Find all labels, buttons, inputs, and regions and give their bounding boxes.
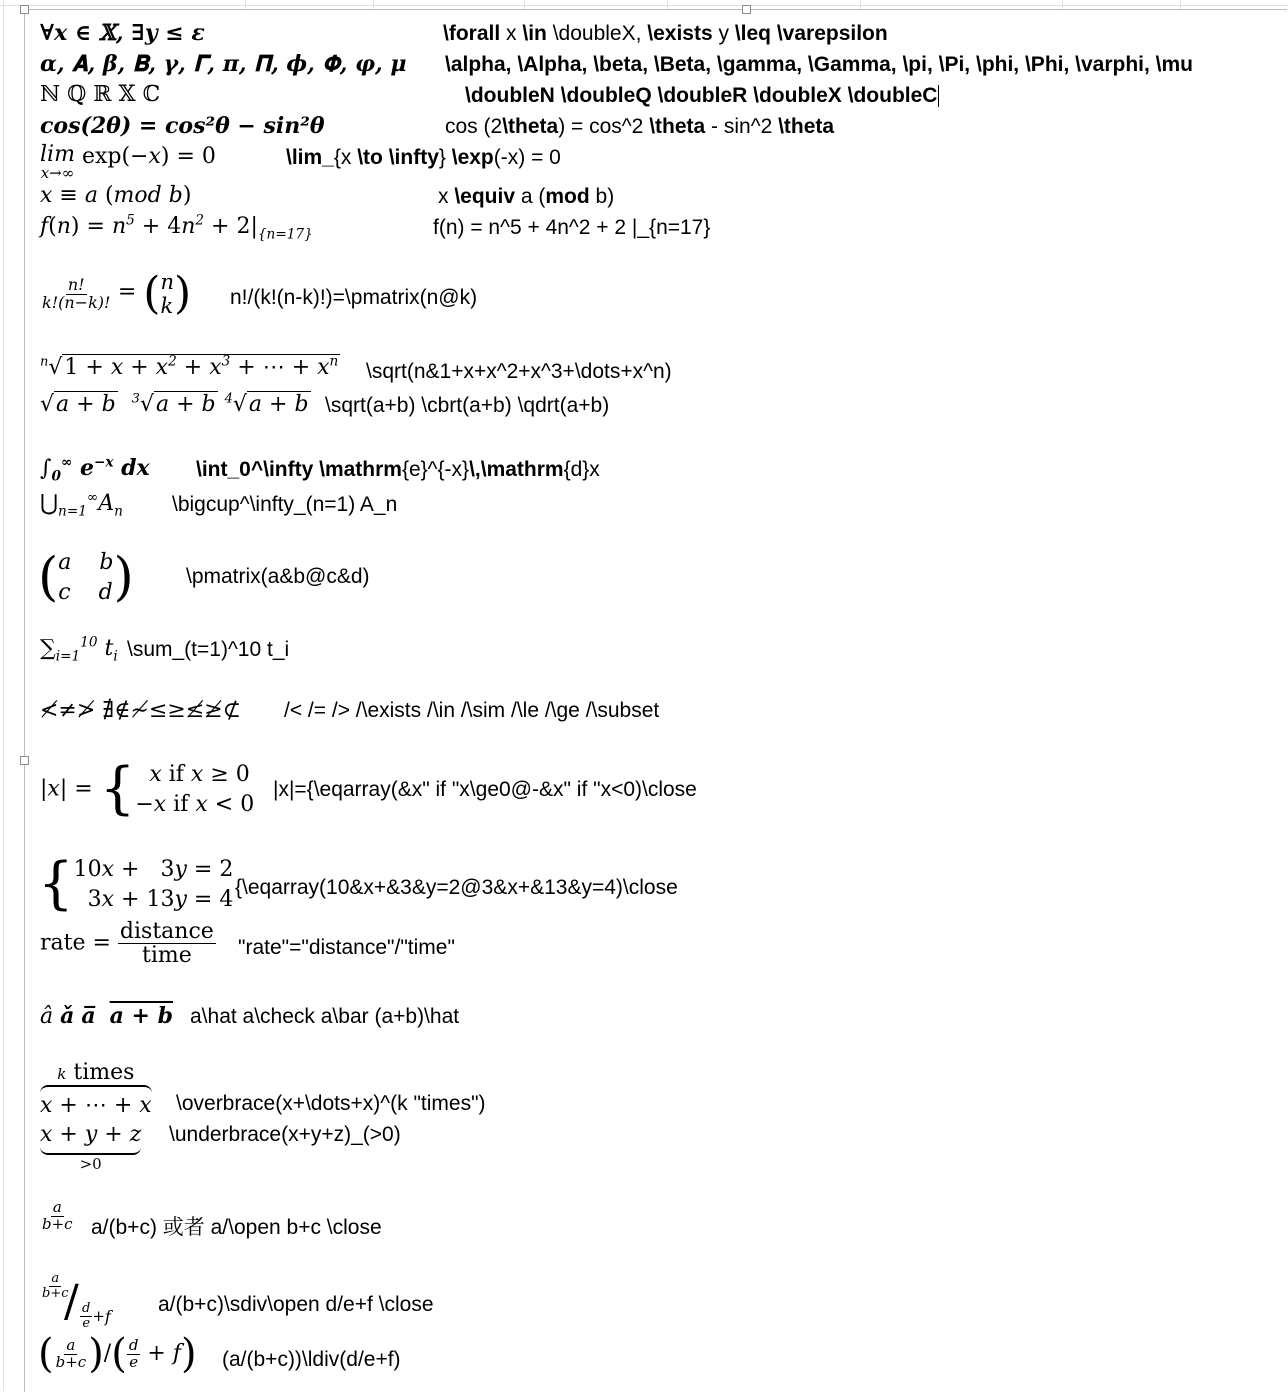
src-part: \to \infty [357, 146, 439, 169]
exp-label: exp [81, 144, 122, 169]
gridline [0, 5, 1288, 6]
equation-ldiv: ( $\frac{a}{b+c}$ )/( $\frac{d}{e}$ + f) [38, 1331, 197, 1377]
resize-handle[interactable] [20, 756, 29, 765]
equation-greek: 𝜶, 𝐀, 𝜷, 𝐁, 𝜸, 𝚪, 𝝅, 𝚷, 𝝓, 𝚽, 𝝋, 𝝁 [40, 51, 407, 77]
src-part: x [438, 185, 455, 208]
source-abs: |x|={\eqarray(&x" if "x\ge0@-&x" if "x<0)\close [273, 778, 697, 801]
resize-handle[interactable] [742, 5, 751, 14]
src-part: \int_0^\infty \mathrm [196, 458, 402, 481]
equation-roots: √a + b $^3$√a + b $^4$√a + b [40, 391, 309, 417]
src-part: \doubleX, [546, 22, 648, 45]
source-overbrace: \overbrace(x+\dots+x)^(k "times") [176, 1092, 486, 1115]
src-part: a ( [515, 185, 546, 208]
k-label: k [57, 1065, 67, 1083]
source-binomial: n!/(k!(n-k)!)=\pmatrix(n@k) [230, 286, 478, 309]
src-part: ) = cos^2 [558, 115, 650, 138]
equation-accents: â ǎ a̅ a + b [40, 1003, 174, 1029]
source-equiv [438, 185, 614, 209]
lim-label: lim [40, 142, 75, 167]
times-label: times [73, 1060, 135, 1085]
equation-sum: $\sum_{i=1}^{10}$ $t_i$ [40, 634, 118, 665]
source-rate: "rate"="distance"/"time" [238, 936, 455, 959]
src-part: \theta [502, 115, 559, 138]
source-doublestruck [465, 84, 939, 108]
equation-cos: cos(2θ) = cos²θ − sin²θ [40, 113, 325, 139]
source-system: {\eqarray(10&x+&3&y=2@3&x+&13&y=4)\close [235, 876, 678, 899]
source-bigcup: \bigcup^\infty_(n=1) A_n [172, 493, 398, 516]
equation-overbrace: k times x + ⋯ + x [40, 1060, 152, 1118]
source-ldiv: (a/(b+c))\ldiv(d/e+f) [222, 1348, 401, 1371]
source-integral [196, 458, 600, 482]
source-nthroot: \sqrt(n&1+x+x^2+x^3+\dots+x^n) [366, 360, 672, 383]
equation-underbrace: x + y + z >0 [40, 1122, 142, 1173]
time-label: time [141, 943, 192, 969]
source-sdiv: a/(b+c)\sdiv\open d/e+f \close [158, 1293, 434, 1316]
src-part: {d}x [563, 458, 600, 481]
text-cursor [938, 85, 939, 107]
source-matrix: \pmatrix(a&b@c&d) [186, 565, 370, 588]
src-part: (-x) = 0 [493, 146, 561, 169]
source-relations: /< /= /> /\exists /\in /\sim /\le /\ge /\subset [284, 699, 660, 722]
gt0-label: >0 [79, 1155, 102, 1173]
source-cos [445, 115, 834, 139]
source-roots: \sqrt(a+b) \cbrt(a+b) \qdrt(a+b) [325, 394, 610, 417]
src-part: \leq \varepsilon [734, 22, 888, 45]
distance-label: distance [119, 919, 214, 944]
equation-sdiv: $\frac{a}{b+c}$ / $\frac{d}{e}$ + f [42, 1271, 111, 1331]
src-part: \in [522, 22, 547, 45]
lim-subscript: x→∞ [40, 164, 75, 182]
src-part: \exists [647, 22, 713, 45]
src-part: \equiv [454, 185, 516, 208]
source-fn: f(n) = n^5 + 4n^2 + 2 |_{n=17} [433, 216, 711, 239]
src-part: \theta [649, 115, 706, 138]
src-part: \,\mathrm [469, 458, 564, 481]
source-forall [443, 22, 888, 46]
src-part: \forall [443, 22, 501, 45]
source-fraction: a/(b+c) 或者 a/\open b+c \close [91, 1216, 382, 1239]
rate-label: rate [40, 930, 86, 956]
src-part: {e}^{-x} [401, 458, 470, 481]
src-part: \theta [778, 115, 835, 138]
src-part: \lim_ [286, 146, 334, 169]
equation-matrix: ( a b c d ) [38, 547, 134, 608]
equation-lim: lim x→∞ exp(−x) = 0 [40, 142, 216, 182]
resize-handle[interactable] [20, 5, 29, 14]
equation-relations: ≮≠≯ ∄∉≁≤≥≰≱⊄ [40, 698, 242, 723]
equation-system: { 10x + 3y = 2 3x + 13y = 4 [38, 851, 234, 917]
src-part: {x [333, 146, 358, 169]
src-part: - sin^2 [705, 115, 779, 138]
equation-abs: |x| = { x if x ≥ 0 −x if x < 0 [40, 756, 255, 822]
equation-integral: $\int_0^\infty$ $e^{-x}$ dx [40, 454, 150, 485]
equation-bigcup: $⋃_{n=1}^\infty A_n$ [40, 489, 123, 520]
gridline [3, 0, 4, 1391]
source-sum: \sum_(t=1)^10 t_i [127, 638, 290, 661]
src-part: y [712, 22, 735, 45]
source-accents: a\hat a\check a\bar (a+b)\hat [190, 1005, 460, 1028]
mod-label: mod [113, 183, 162, 208]
equation-fn: $f(n) = n^5 + 4n^2 + 2|_{\{n=17\}}$ [40, 212, 313, 243]
source-underbrace: \underbrace(x+y+z)_(>0) [169, 1123, 401, 1146]
src-part: cos (2 [445, 115, 503, 138]
src-part: mod [545, 185, 590, 208]
source-greek: \alpha, \Alpha, \beta, \Beta, \gamma, \Gamma, \pi, \Pi, \phi, \Phi, \varphi, \mu [445, 53, 1194, 76]
equation-equiv: x ≡ a (mod b) [40, 183, 192, 208]
equation-fraction: $\frac{a}{b+c}$ [42, 1198, 73, 1233]
src-part: \exp [451, 146, 494, 169]
src-part: b) [589, 185, 615, 208]
if-label: if [168, 762, 184, 787]
equation-doublestruck: ℕ ℚ ℝ 𝕏 ℂ [40, 82, 161, 107]
source-lim [286, 146, 561, 170]
equation-forall: ∀𝒙 ∈ 𝕏, ∃𝒚 ≤ 𝜺 [40, 20, 205, 46]
src-part: x [500, 22, 523, 45]
equation-rate: rate = $\frac{\text{distance}}{\text{time}}$ [40, 919, 214, 969]
src-part: } [438, 146, 452, 169]
equation-nthroot: $^n√1 + x + x^2 + x^3$ + ⋯ + $x^n$ [40, 353, 339, 380]
src-text: \doubleN \doubleQ \doubleR \doubleX \doubleC [465, 84, 938, 107]
equation-binomial: $\frac{n!}{k!(n-k)!}$ = ( n k ) [42, 268, 192, 320]
